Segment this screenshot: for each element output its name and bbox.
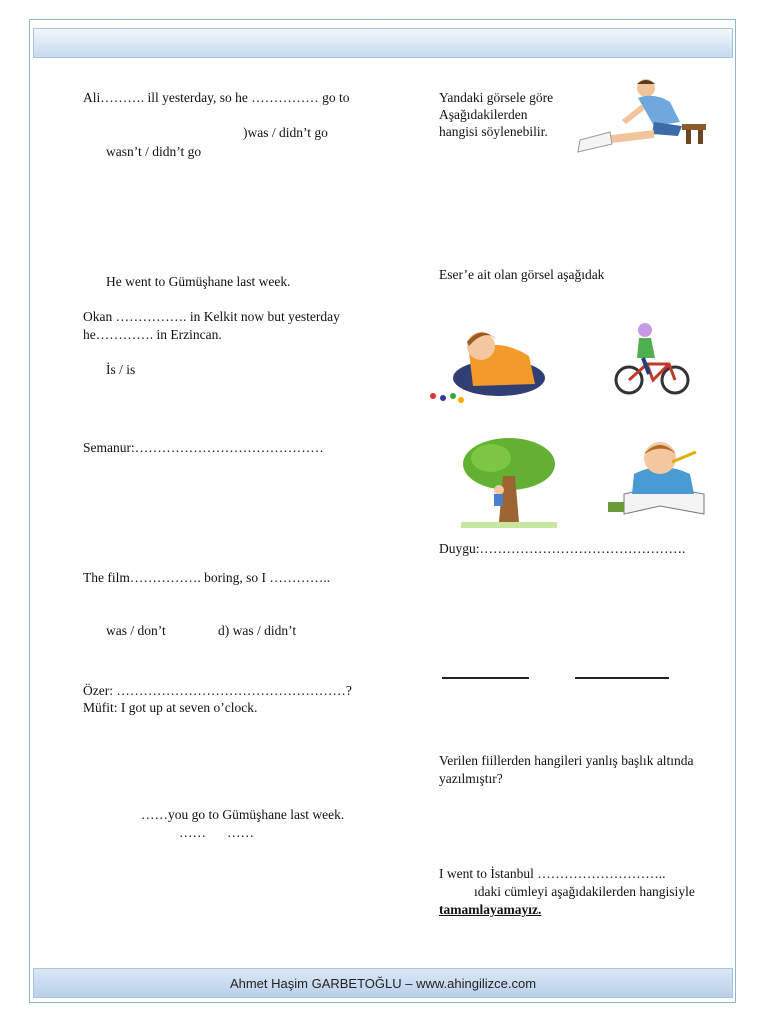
r-q5-line-3: tamamlayamayız.: [439, 902, 542, 917]
tree-illustration: [461, 436, 557, 528]
man-shorts: [652, 122, 682, 136]
bike-frame: [629, 364, 675, 380]
q1-option-a: )was / didn’t go: [243, 125, 328, 140]
q5-option-a: was / don’t: [106, 623, 166, 638]
climber-head: [494, 485, 504, 495]
answer-line: [575, 677, 669, 679]
injured-man-illustration: [574, 76, 712, 156]
r-q1-line-2: Aşağıdakilerden: [439, 107, 528, 122]
r-q3-line: Duygu:……………………………………….: [439, 541, 686, 556]
bicycle-illustration: [613, 320, 693, 396]
footer-text: Ahmet Haşim GARBETOĞLU – www.ahingilizce.com: [229, 975, 537, 991]
climber-body: [494, 494, 503, 506]
q7-dots-a: ……: [179, 825, 206, 840]
tree-crown-light: [471, 444, 511, 472]
rider-helmet: [638, 323, 652, 337]
header-bar: [33, 28, 733, 58]
footer-bar: [33, 968, 733, 998]
grass: [461, 522, 557, 528]
boy-marbles-illustration: [425, 326, 559, 404]
q2-sentence: He went to Gümüşhane last week.: [106, 274, 291, 289]
leg-cast: [578, 132, 612, 152]
marble: [458, 397, 464, 403]
man-hair: [637, 80, 655, 84]
r-q5-line-2: ıdaki cümleyi aşağıdakilerden hangisiyle: [474, 884, 695, 899]
q3-line-1: Okan ……………. in Kelkit now but yesterday: [83, 309, 340, 324]
man-arm: [622, 104, 644, 124]
rider-leg: [643, 358, 649, 374]
r-q1-line-3: hangisi söylenebilir.: [439, 124, 548, 139]
q3-line-2: he…………. in Erzincan.: [83, 327, 222, 342]
stool-leg: [686, 130, 691, 144]
q3-option: İs / is: [106, 362, 136, 377]
q6-line-1: Özer: ……………………………………………?: [83, 683, 352, 698]
q7-dots-b: ……: [227, 825, 254, 840]
q6-line-2: Müfit: I got up at seven o’clock.: [83, 700, 258, 715]
answer-line: [442, 677, 529, 679]
r-q4-line-2: yazılmıştır?: [439, 771, 503, 786]
marble: [430, 393, 436, 399]
eraser: [608, 502, 624, 512]
r-q2-line: Eser’e ait olan görsel aşağıdak: [439, 267, 605, 282]
r-q5-line-1: I went to İstanbul ………………………..: [439, 866, 666, 881]
r-q4-line-1: Verilen fiillerden hangileri yanlış başlık altında: [439, 753, 694, 768]
q7-sentence: ……you go to Gümüşhane last week.: [141, 807, 345, 822]
q1-sentence: Ali………. ill yesterday, so he …………… go to: [83, 90, 350, 105]
q5-option-d: d) was / didn’t: [218, 623, 297, 638]
stool-seat: [682, 124, 706, 130]
man-shirt: [638, 96, 680, 126]
boy-studying-illustration: [604, 434, 716, 520]
q5-sentence: The film……………. boring, so I …………..: [83, 570, 331, 585]
q1-option-b: wasn’t / didn’t go: [106, 144, 202, 159]
q4-line: Semanur:……………………………………: [83, 440, 324, 455]
r-q1-line-1: Yandaki görsele göre: [439, 90, 554, 105]
stool-leg: [698, 130, 703, 144]
marble: [440, 395, 446, 401]
rider-shirt: [637, 338, 655, 358]
marble: [450, 393, 456, 399]
